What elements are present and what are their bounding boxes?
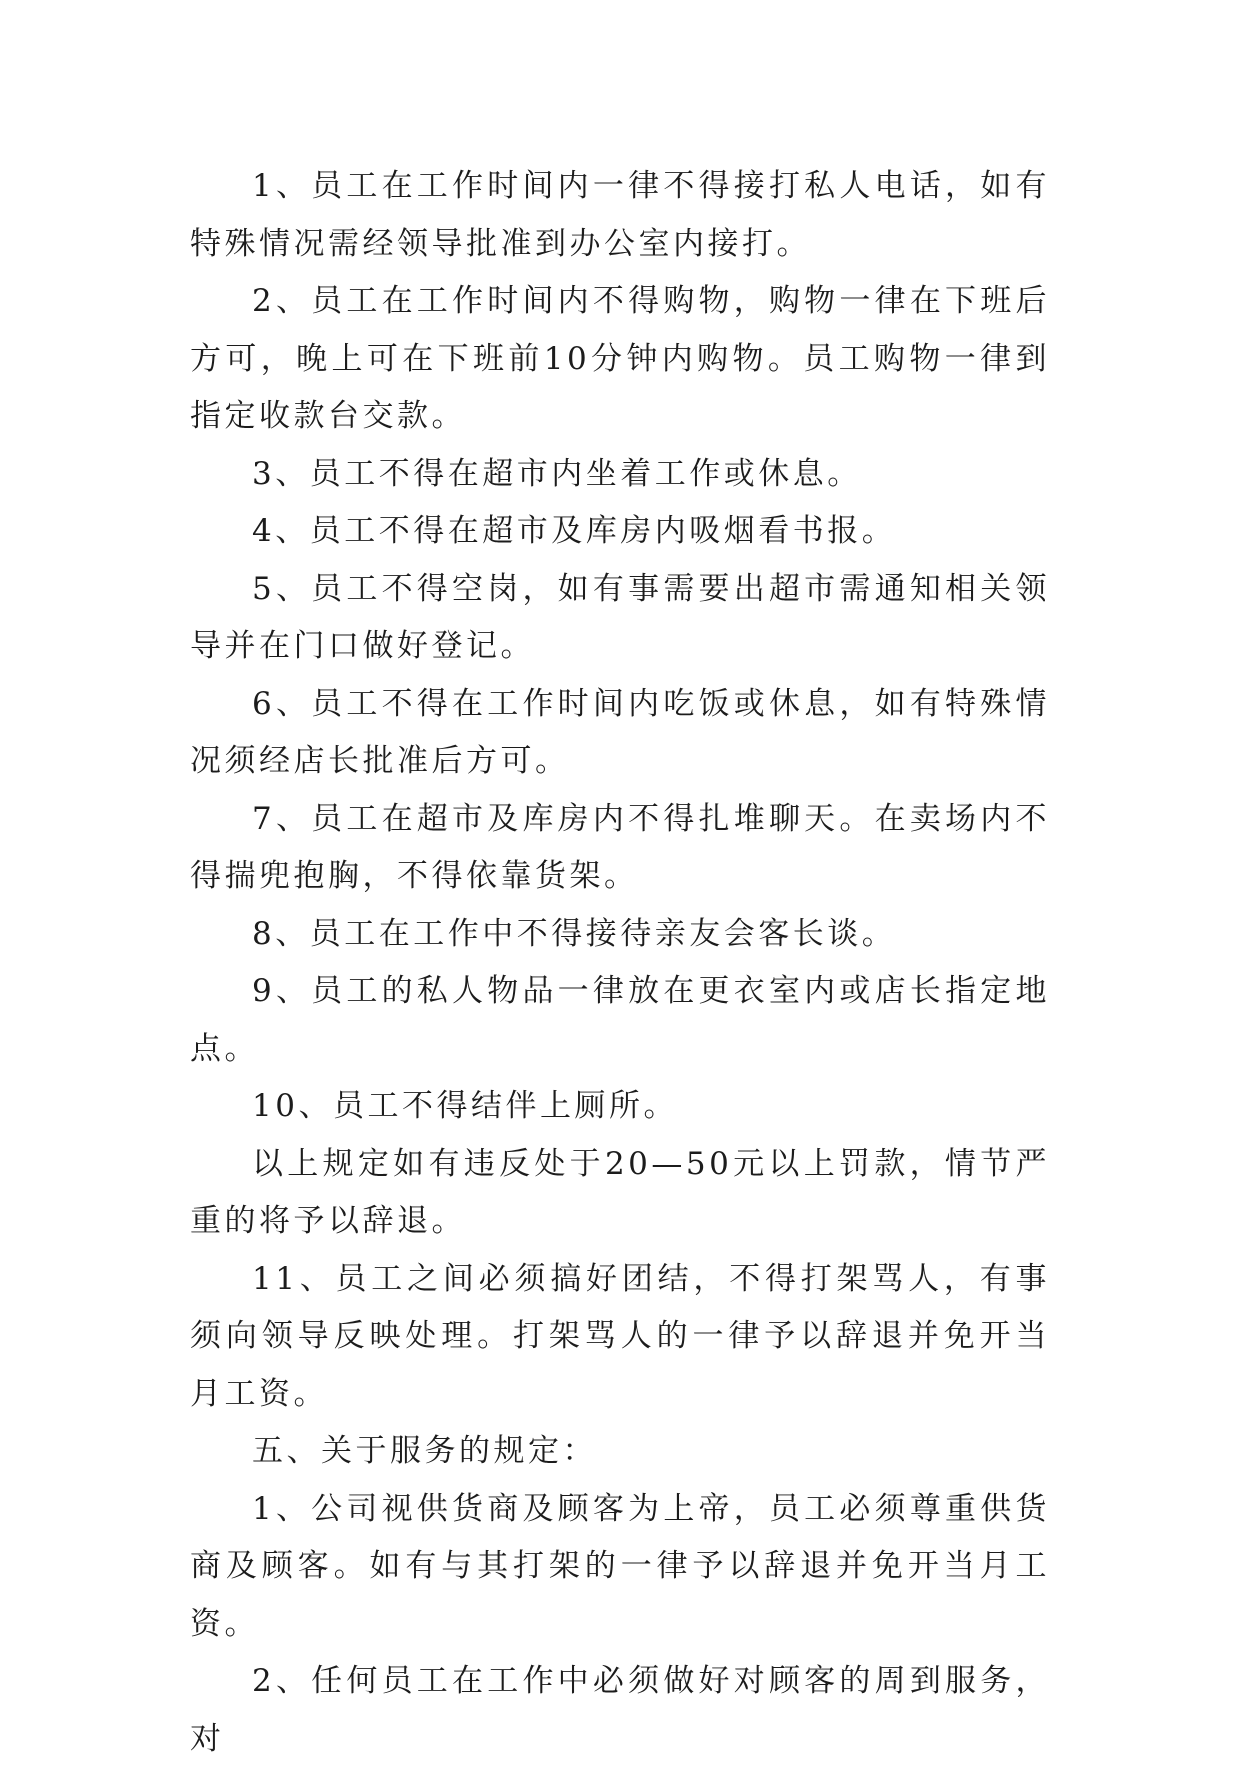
- paragraph-rule-6-meals: 6、员工不得在工作时间内吃饭或休息，如有特殊情况须经店长批准后方可。: [190, 685, 1050, 779]
- paragraph-rule-2-shopping: 2、员工在工作时间内不得购物，购物一律在下班后方可，晚上可在下班前10分钟内购物。员工购物一律到指定收款台交款。: [190, 283, 1050, 434]
- paragraph-rule-10-restroom: 10、员工不得结伴上厕所。: [252, 1088, 678, 1124]
- paragraph-rule-7-chatting: 7、员工在超市及库房内不得扎堆聊天。在卖场内不得揣兜抱胸，不得依靠货架。: [190, 800, 1050, 894]
- paragraph-rule-4-smoking: 4、员工不得在超市及库房内吸烟看书报。: [252, 513, 897, 549]
- paragraph-rule-9-belongings: 9、员工的私人物品一律放在更衣室内或店长指定地点。: [190, 973, 1050, 1067]
- paragraph-rule-8-visitors: 8、员工在工作中不得接待亲友会客长谈。: [252, 915, 897, 952]
- section-heading-service: 五、关于服务的规定：: [252, 1433, 597, 1469]
- paragraph-rule-3-sitting: 3、员工不得在超市内坐着工作或休息。: [252, 455, 862, 492]
- paragraph-service-2: 2、任何员工在工作中必须做好对顾客的周到服务，对: [190, 1663, 1050, 1757]
- paragraph-rule-5-post: 5、员工不得空岗，如有事需要出超市需通知相关领导并在门口做好登记。: [190, 570, 1050, 664]
- document-body: [190, 158, 1050, 1768]
- paragraph-rule-1-phone: 1、员工在工作时间内一律不得接打私人电话，如有特殊情况需经领导批准到办公室内接打。: [190, 168, 1050, 262]
- paragraph-rule-11-unity: 11、员工之间必须搞好团结，不得打架骂人，有事须向领导反映处理。打架骂人的一律予以辞退并免开当月工资。: [190, 1260, 1050, 1412]
- paragraph-service-1: 1、公司视供货商及顾客为上帝，员工必须尊重供货商及顾客。如有与其打架的一律予以辞退并免开当月工资。: [190, 1490, 1050, 1642]
- paragraph-penalty: 以上规定如有违反处于20—50元以上罚款，情节严重的将予以辞退。: [190, 1145, 1050, 1239]
